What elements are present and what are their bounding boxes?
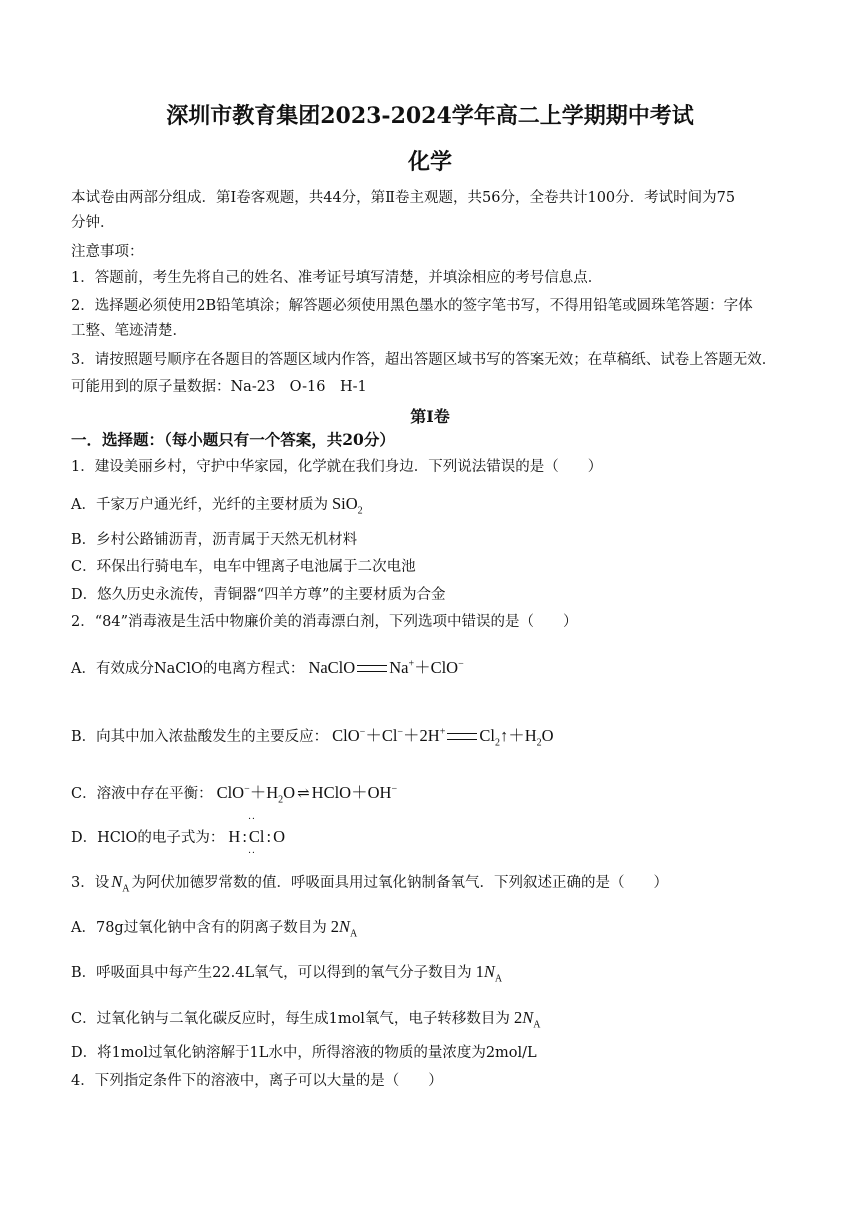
notice-item-2a: 2．选择题必须使用2B铅笔填涂；解答题必须使用黑色墨水的签字笔书写，不得用铅笔或圆珠笔答题：字体 xyxy=(71,298,753,314)
intro-line-2: 分钟． xyxy=(71,215,115,231)
q3-option-d: D．将1mol过氧化钠溶解于1L水中，所得溶液的物质的量浓度为2mol/L xyxy=(71,1045,537,1061)
notice-header: 注意事项： xyxy=(71,244,144,260)
q1-option-a xyxy=(71,494,791,515)
q2-option-d xyxy=(71,827,791,848)
q3-option-c xyxy=(71,1008,791,1029)
q2-option-b xyxy=(71,726,791,747)
exam-subject: 化学 xyxy=(407,149,452,175)
q2-option-a-equation: NaClO Na+＋ClO− xyxy=(308,658,464,677)
intro-line-1: 本试卷由两部分组成．第Ⅰ卷客观题，共44分，第Ⅱ卷主观题，共56分，全卷共计100分．考试时间为75 xyxy=(71,190,736,206)
equilibrium-arrow-icon: ⇌ xyxy=(297,786,310,803)
notice-item-3: 3．请按照题号顺序在各题目的答题区域内作答，超出答题区域书写的答案无效；在草稿纸、试卷上答题无效． xyxy=(71,352,777,368)
q1-option-c: C．环保出行骑电车，电车中锂离子电池属于二次电池 xyxy=(71,559,416,575)
notice-item-2b: 工整、笔迹清楚． xyxy=(71,323,187,339)
q2-stem: 2．“84”消毒液是生活中物廉价美的消毒漂白剂，下列选项中错误的是（ ） xyxy=(71,614,578,630)
notice-item-1: 1．答题前，考生先将自己的姓名、准考证号填写清楚，并填涂相应的考号信息点． xyxy=(71,270,603,286)
part-header: 一．选择题：（每小题只有一个答案，共20分） xyxy=(71,430,395,449)
q2-option-a-text: A．有效成分NaClO的电离方程式： xyxy=(71,661,305,677)
section-title: 第Ⅰ卷 xyxy=(410,407,450,426)
q3-option-a-value: $2N_A$ xyxy=(330,917,358,940)
exam-title: 深圳市教育集团2023-2024学年高二上学期期中考试 xyxy=(166,103,694,129)
q2-option-b-equation: ClO−＋Cl−＋2H+ $Cl_2↑+H_2O$ xyxy=(332,726,554,749)
q1-stem: 1．建设美丽乡村，守护中华家园，化学就在我们身边．下列说法错误的是（ ） xyxy=(71,459,603,475)
q2-option-a xyxy=(71,658,791,679)
q1-option-d: D．悠久历史永流传，青铜器“四羊方尊”的主要材质为合金 xyxy=(71,587,446,603)
q4-stem: 4．下列指定条件下的溶液中，离子可以大量的是（ ） xyxy=(71,1073,443,1089)
q2-option-c-equation: $ClO^-+H_2O$ ⇌ HClO＋OH− xyxy=(216,783,398,806)
q3-option-b-value: $1N_A$ xyxy=(475,962,503,985)
q2-option-c-text: C．溶液中存在平衡： xyxy=(71,786,213,802)
q2-option-d-text: D．HClO的电子式为： xyxy=(71,830,225,846)
q3-option-a-text: A．78g过氧化钠中含有的阴离子数目为 xyxy=(71,920,327,936)
q3-stem: 3．设 $N_A$ 为阿伏加德罗常数的值．呼吸面具用过氧化钠制备氧气．下列叙述正确的是（ ） xyxy=(71,872,668,895)
q3-option-c-text: C．过氧化钠与二氧化碳反应时，每生成1mol氧气，电子转移数目为 xyxy=(71,1011,510,1027)
q1-option-a-text: A．千家万户通光纤，光纤的主要材质为 xyxy=(71,497,328,513)
q3-option-c-value: $2N_A$ xyxy=(513,1008,541,1031)
avogadro-symbol: $N_A$ xyxy=(111,872,130,895)
q2-option-b-text: B．向其中加入浓盐酸发生的主要反应： xyxy=(71,729,329,745)
q3-option-b xyxy=(71,962,791,983)
q2-option-c xyxy=(71,783,791,804)
atomic-masses: 可能用到的原子量数据：Na-23 O-16 H-1 xyxy=(71,379,367,395)
q3-option-a xyxy=(71,917,791,938)
q2-option-d-electron-formula: H :· · Cl · · : O xyxy=(228,827,285,846)
q3-option-b-text: B．呼吸面具中每产生22.4L氧气，可以得到的氧气分子数目为 xyxy=(71,965,472,981)
q1-option-b: B．乡村公路铺沥青，沥青属于天然无机材料 xyxy=(71,532,358,548)
q1-option-a-formula: SiO$_2$ xyxy=(331,494,363,517)
